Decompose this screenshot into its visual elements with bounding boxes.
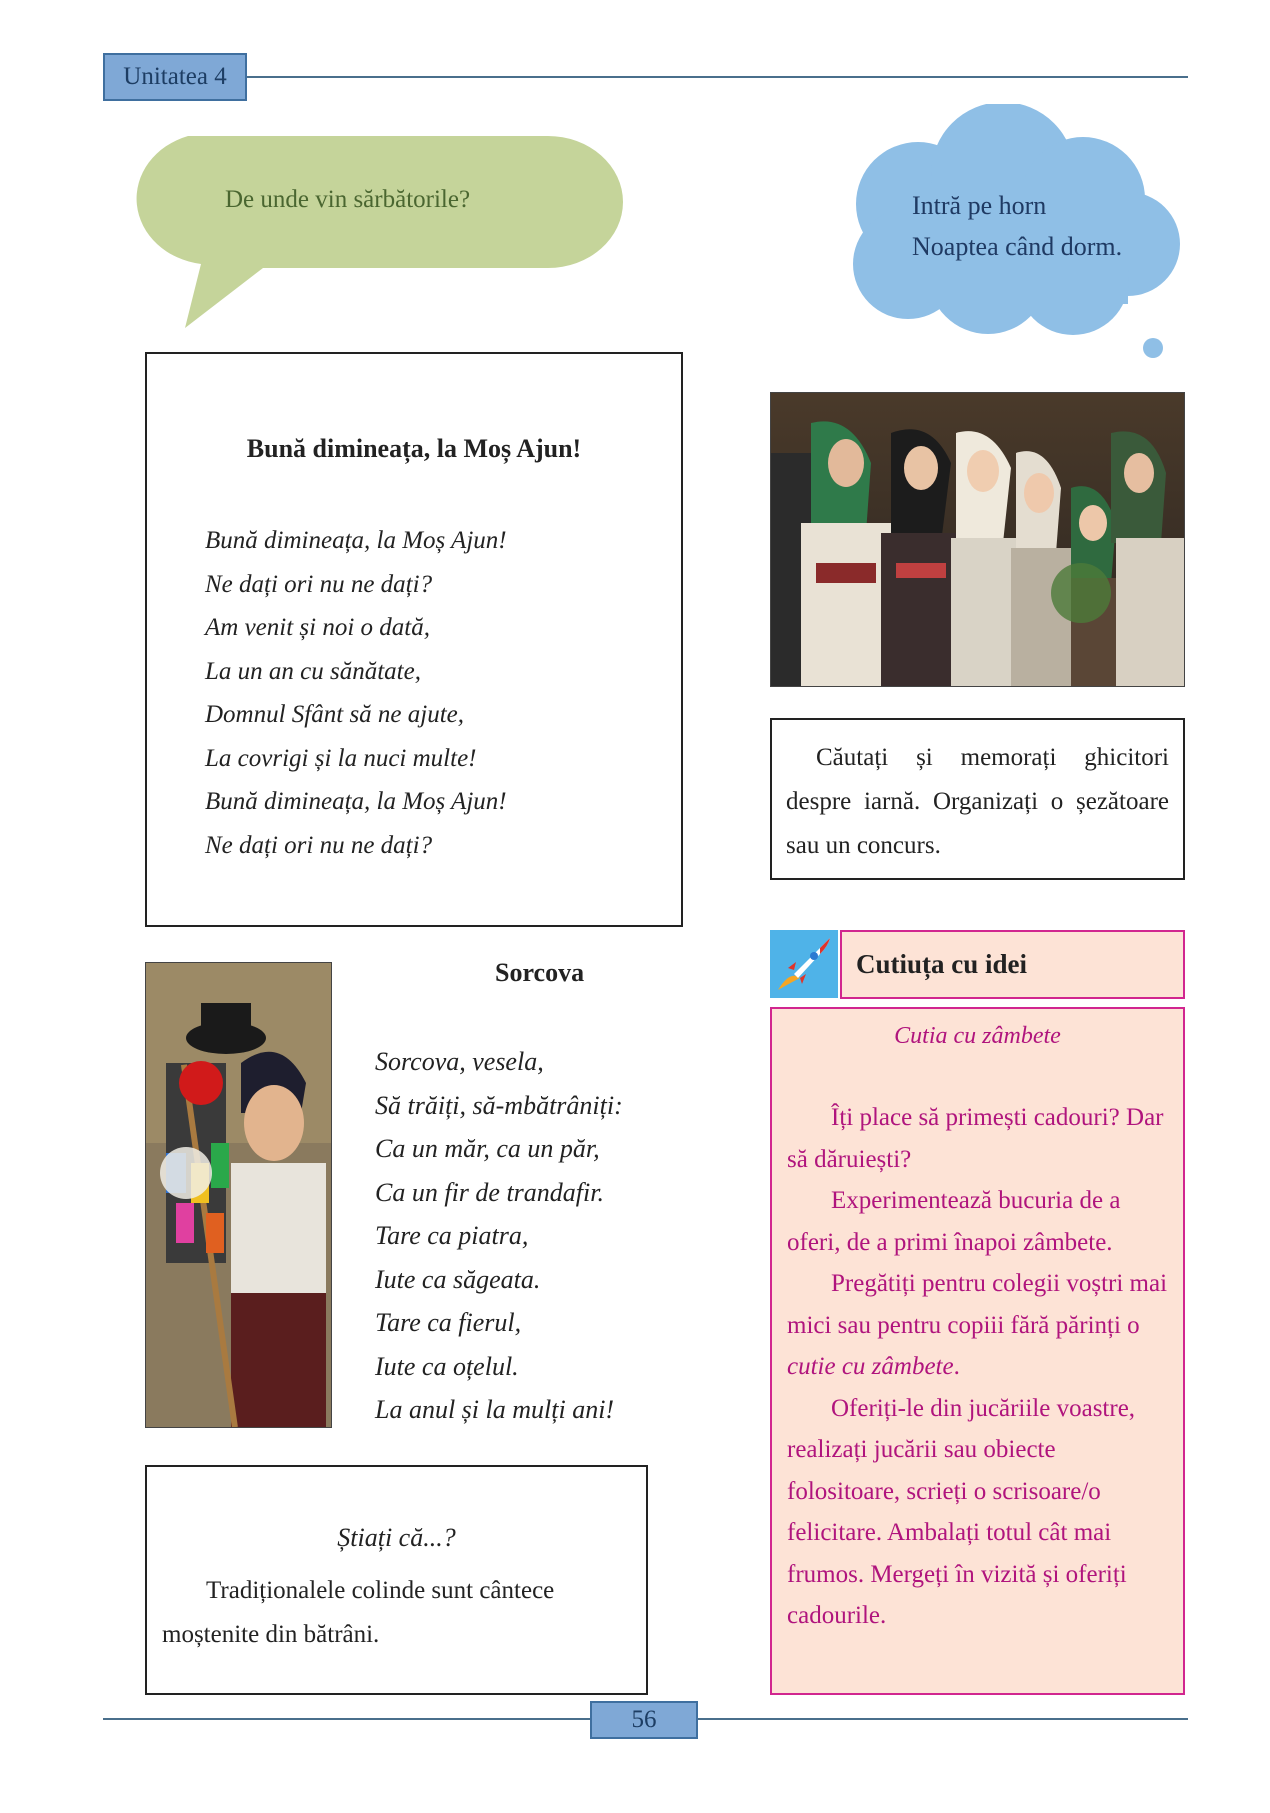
footer-rule bbox=[103, 1718, 590, 1720]
carolers-photo bbox=[770, 392, 1185, 687]
poem-line: Ne dați ori nu ne dați? bbox=[205, 831, 433, 859]
poem-title: Sorcova bbox=[495, 958, 585, 987]
fact-box bbox=[145, 1465, 648, 1695]
poem-box-mos-ajun bbox=[145, 352, 683, 927]
poem-lines bbox=[375, 1040, 623, 1432]
poem-line: Tare ca piatra, bbox=[375, 1221, 529, 1250]
sorcova-photo bbox=[145, 962, 332, 1428]
poem-line: Iute ca oțelul. bbox=[375, 1351, 519, 1381]
ideas-text-part: Pregătiți pentru colegii voștri mai mici sau pentru copiii fără părinți o bbox=[787, 1270, 1168, 1339]
ideas-text-part: . bbox=[953, 1353, 960, 1380]
ideas-paragraph: Oferiți-le din jucăriile voastre, realizați jucării sau obiecte folositoare, scrieți o scrisoare/o felicitare. Ambalați totul cât mai frumos. Mergeți în vizită și oferiți cadourile. bbox=[787, 1394, 1136, 1629]
ideas-header: Cutiuța cu idei bbox=[840, 930, 1185, 999]
ideas-paragraph bbox=[787, 1263, 1172, 1388]
fact-title: Știați că...? bbox=[337, 1523, 456, 1552]
ideas-box bbox=[770, 1007, 1185, 1695]
fact-text-wrap bbox=[162, 1569, 637, 1657]
poem-line: Tare ca fierul, bbox=[375, 1308, 522, 1337]
ideas-text bbox=[787, 1097, 1172, 1637]
poem-title: Bună dimineața, la Moș Ajun! bbox=[246, 434, 582, 463]
poem-line: Să trăiți, să-mbătrâniți: bbox=[375, 1090, 623, 1120]
poem-line: Iute ca săgeata. bbox=[375, 1264, 541, 1294]
poem-line: La covrigi și la nuci multe! bbox=[205, 744, 477, 772]
page-number: 56 bbox=[590, 1701, 698, 1739]
poem-line: Sorcova, vesela, bbox=[375, 1047, 544, 1076]
poem-line: Bună dimineața, la Moș Ajun! bbox=[205, 527, 507, 554]
cloud-line: Noaptea când dorm. bbox=[912, 232, 1123, 261]
poem-line: Ne dați ori nu ne dați? bbox=[205, 570, 433, 598]
poem-line: La anul și la mulți ani! bbox=[375, 1395, 615, 1424]
poem-line: Ca un măr, ca un păr, bbox=[375, 1134, 600, 1163]
speech-bubble bbox=[113, 136, 623, 336]
speech-bubble-text: De unde vin sărbătorile? bbox=[225, 186, 471, 213]
cloud-line: Intră pe horn bbox=[912, 191, 1047, 220]
poem-line: Domnul Sfânt să ne ajute, bbox=[205, 701, 465, 728]
rocket-icon bbox=[770, 930, 838, 998]
poem-line: Am venit și noi o dată, bbox=[205, 614, 430, 641]
poem-line: Bună dimineața, la Moș Ajun! bbox=[205, 788, 507, 815]
poem-line: Ca un fir de trandafir. bbox=[375, 1177, 604, 1207]
ideas-subtitle: Cutia cu zâmbete bbox=[894, 1023, 1061, 1049]
poem-lines bbox=[205, 519, 507, 867]
unit-label: Unitatea 4 bbox=[103, 53, 247, 101]
ideas-emphasis: cutie cu zâmbete bbox=[787, 1353, 954, 1380]
fact-text: Tradiționalele colinde sunt cântece moștenite din bătrâni. bbox=[162, 1577, 555, 1648]
ideas-paragraph: Îți place să primești cadouri? Dar să dăruiești? bbox=[787, 1104, 1164, 1173]
header-rule bbox=[247, 76, 1188, 78]
footer-rule bbox=[698, 1718, 1188, 1720]
thought-cloud-text bbox=[912, 185, 1122, 267]
ideas-paragraph: Experimentează bucuria de a oferi, de a primi înapoi zâmbete. bbox=[787, 1187, 1121, 1256]
poem-line: La un an cu sănătate, bbox=[205, 657, 421, 685]
task-text: Căutați și memorați ghicitori despre iarnă. Organizați o șezătoare sau un concurs. bbox=[786, 744, 1169, 859]
task-box bbox=[770, 718, 1185, 880]
